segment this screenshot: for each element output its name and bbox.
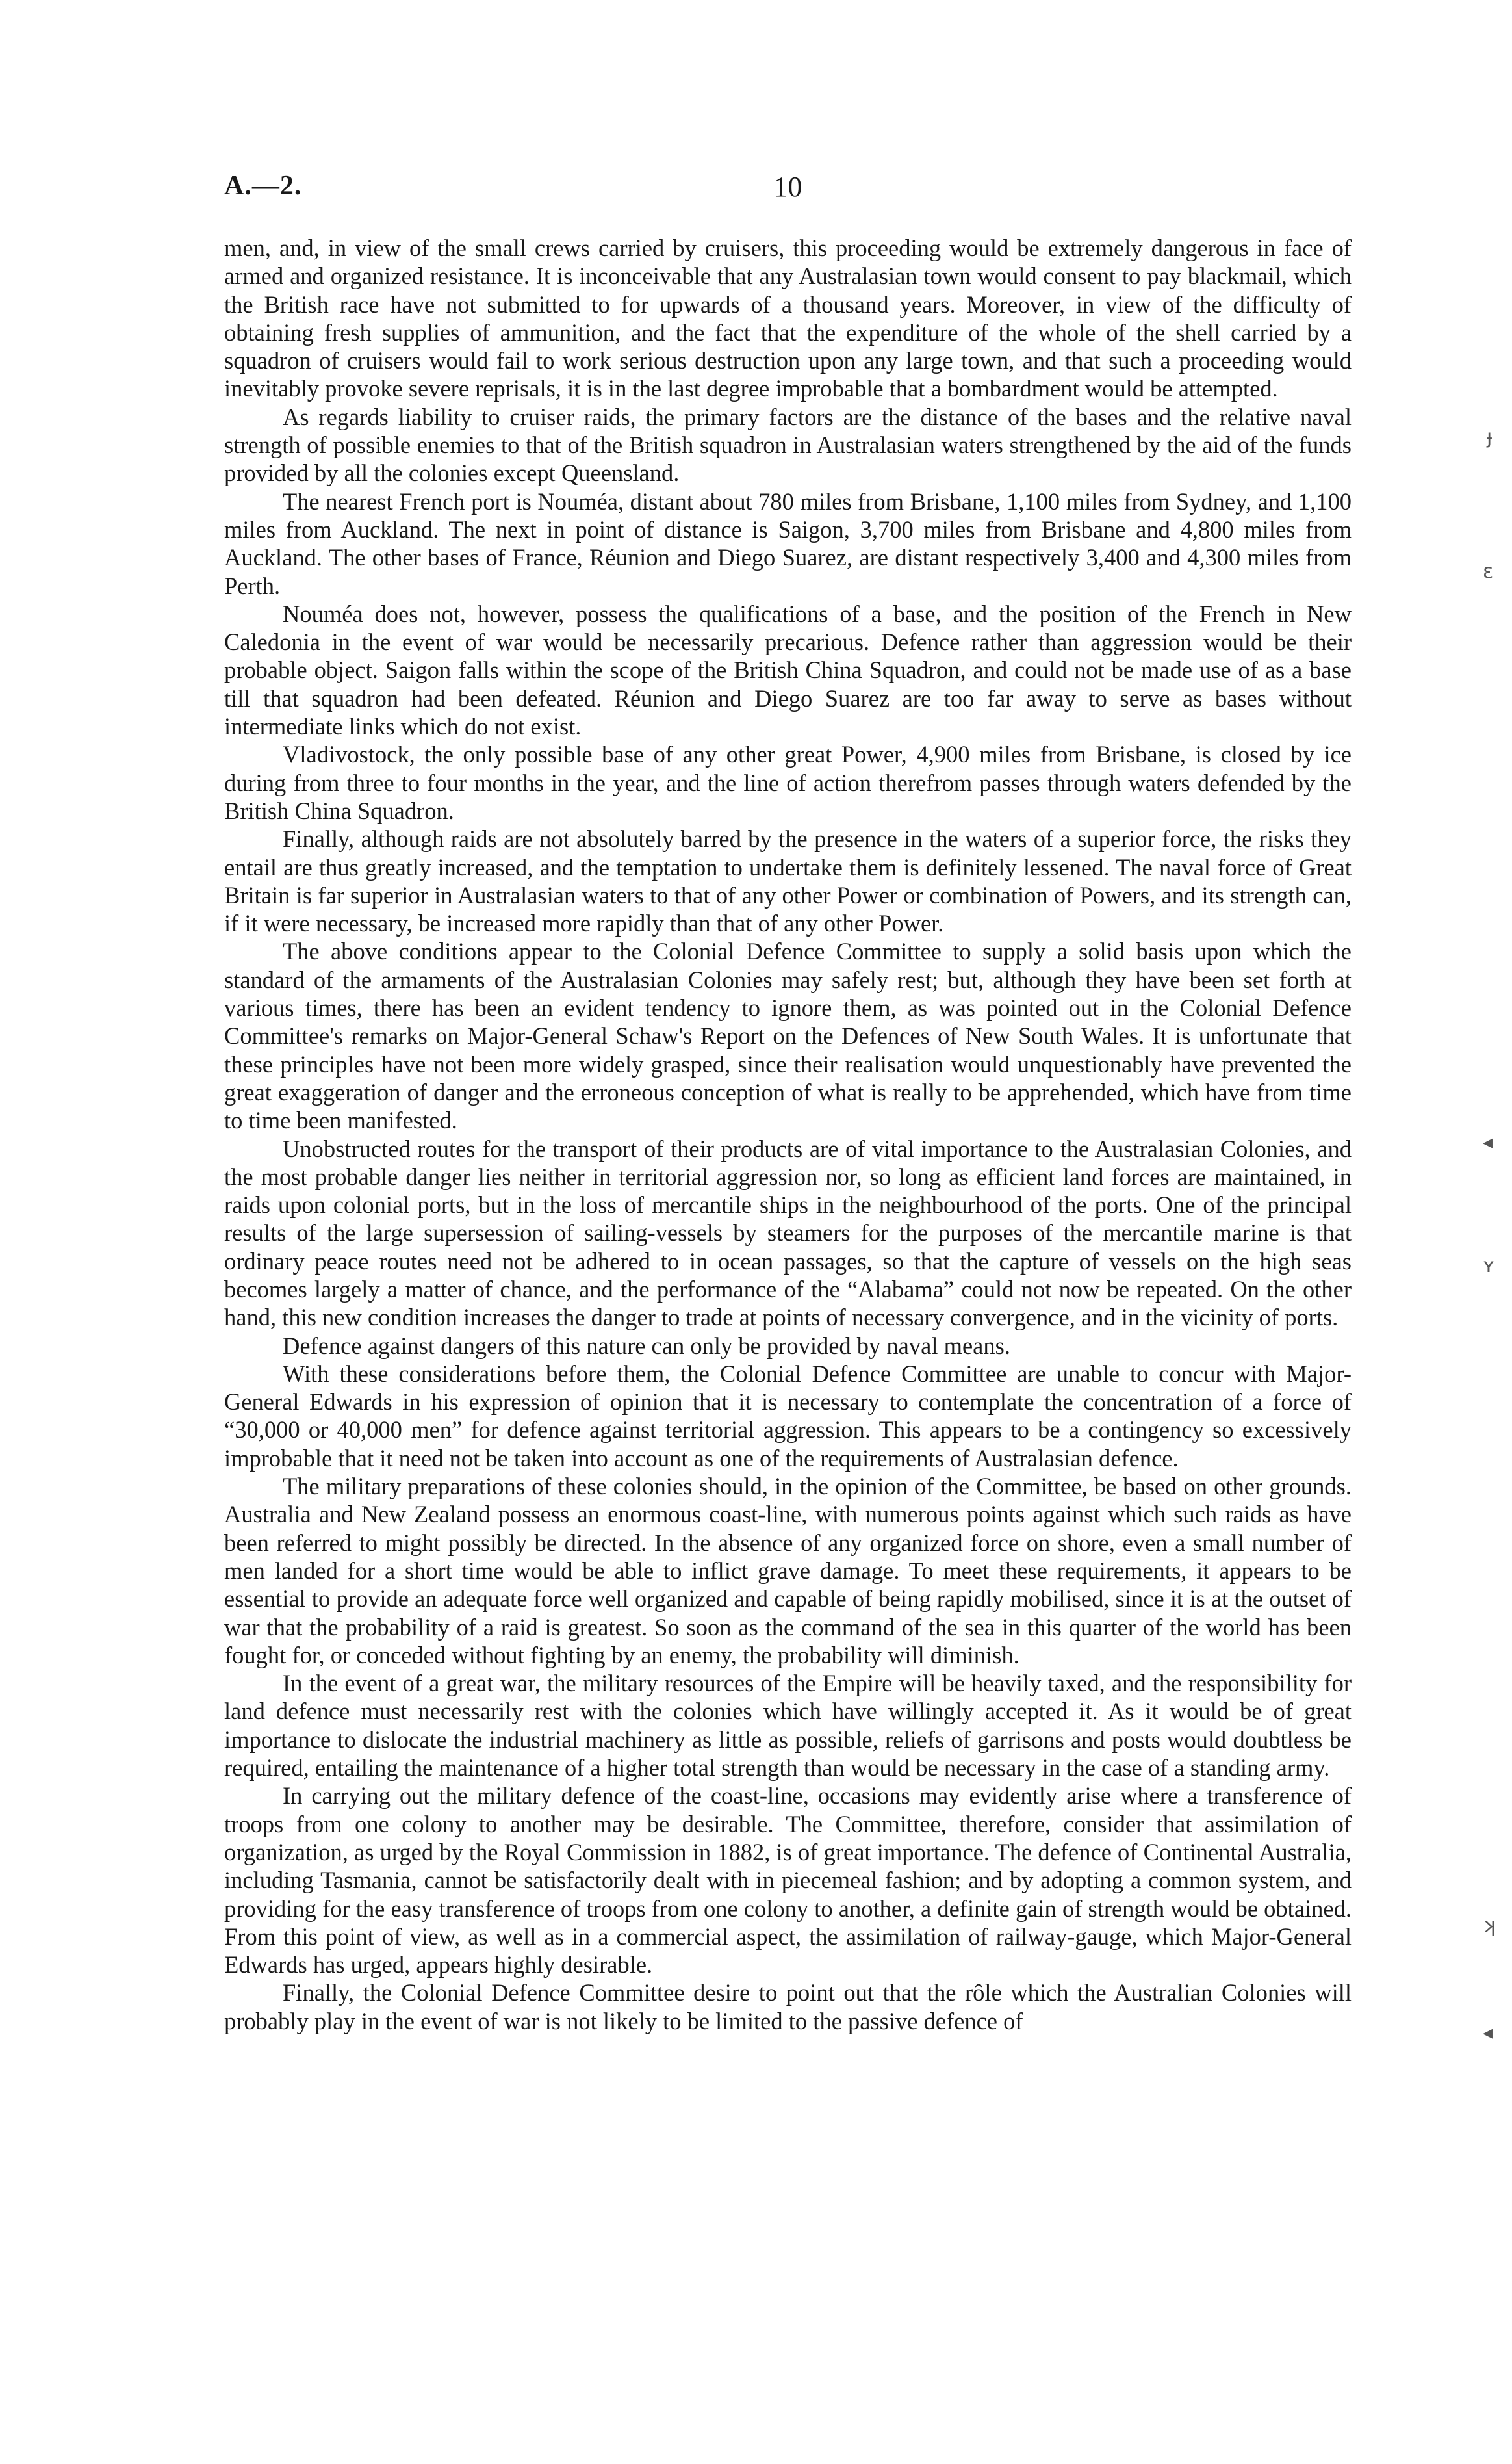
paragraph: Vladivostock, the only possible base of any other great Power, 4,900 miles from Brisbane, is closed by ice during from three to four months in the year, and the line of action therefrom passes through waters defended by the British China Squadron. bbox=[224, 741, 1352, 824]
margin-mark: ʏ bbox=[1483, 1254, 1495, 1277]
margin-mark: ◂ bbox=[1483, 2021, 1493, 2044]
paragraph: With these considerations before them, the Colonial Defence Committee are unable to concur with Major-General Edwards in his expression of opinion that it is necessary to contemplate the concentration of a force of “30,000 or 40,000 men” for defence against territorial aggression. This appears to be a contingency so excessively improbable that it need not be taken into account as one of the requirements of Australasian defence. bbox=[224, 1360, 1352, 1472]
page-header bbox=[224, 170, 1352, 216]
paragraph: The nearest French port is Nouméa, distant about 780 miles from Brisbane, 1,100 miles from Sydney, and 1,100 miles from Auckland. The next in point of distance is Saigon, 3,700 miles from Brisbane and 4,800 miles from Auckland. The other bases of France, Réunion and Diego Suarez, are distant respectively 3,400 and 4,300 miles from Perth. bbox=[224, 487, 1352, 599]
page-number: 10 bbox=[773, 171, 802, 203]
paragraph: Finally, although raids are not absolutely barred by the presence in the waters of a superior force, the risks they entail are thus greatly increased, and the temptation to undertake them is definitely lessened. The naval force of Great Britain is far superior in Australasian waters to that of any other Power or combination of Powers, and its strength can, if it were necessary, be increased more rapidly than that of any other Power. bbox=[224, 825, 1352, 937]
margin-mark: ◂ bbox=[1483, 1131, 1493, 1154]
paragraph: In the event of a great war, the military resources of the Empire will be heavily taxed, and the responsibility for land defence must necessarily rest with the colonies which have willingly accepted it. As it would be of great importance to dislocate the industrial machinery as little as possible, reliefs of garrisons and posts would doubtless be required, entailing the maintenance of a higher total strength than would be necessary in the case of a standing army. bbox=[224, 1670, 1352, 1782]
paragraph: Defence against dangers of this nature can only be provided by naval means. bbox=[283, 1332, 1010, 1359]
margin-mark: ʞ bbox=[1483, 1914, 1496, 1937]
paragraph: The military preparations of these colonies should, in the opinion of the Committee, be based on other grounds. Australia and New Zealand possess an enormous coast-line, with numerous points against which such raids as have been referred to might possibly be directed. In the absence of any organized force on shore, even a small number of men landed for a short time would be able to inflict grave damage. To meet these requirements, it appears to be essential to provide an adequate force well organized and capable of being rapidly mobilised, since it is at the outset of war that the probability of a raid is greatest. So soon as the command of the sea in this quarter of the world has been fought for, or conceded without fighting by an enemy, the probability will diminish. bbox=[224, 1473, 1352, 1668]
paragraph: men, and, in view of the small crews carried by cruisers, this proceeding would be extremely dangerous in face of armed and organized resistance. It is inconceivable that any Australasian town would consent to pay blackmail, which the British race have not submitted to for upwards of a thousand years. Moreover, in view of the difficulty of obtaining fresh supplies of ammunition, and the fact that the expenditure of the whole of the shell carried by a squadron of cruisers would fail to work serious destruction upon any large town, and that such a proceeding would inevitably provoke severe reprisals, it is in the last degree improbable that a bombardment would be attempted. bbox=[224, 235, 1352, 402]
paragraph: As regards liability to cruiser raids, the primary factors are the distance of the bases and the relative naval strength of possible enemies to that of the British squadron in Australasian waters strengthened by the aid of the funds provided by all the colonies except Queensland. bbox=[224, 403, 1352, 487]
body-text bbox=[224, 234, 1352, 2035]
paragraph: Finally, the Colonial Defence Committee desire to point out that the rôle which the Australian Colonies will probably play in the event of war is not likely to be limited to the passive defence of bbox=[224, 1979, 1352, 2034]
margin-mark: ɟ bbox=[1487, 426, 1493, 448]
paragraph: The above conditions appear to the Colonial Defence Committee to supply a solid basis upon which the standard of the armaments of the Australasian Colonies may safely rest; but, although they have been set forth at various times, there has been an evident tendency to ignore them, as was pointed out in the Colonial Defence Committee's remarks on Major-General Schaw's Report on the Defences of New South Wales. It is unfortunate that these principles have not been more widely grasped, since their realisation would unquestionably have prevented the great exaggeration of danger and the erroneous conception of what is really to be apprehended, which have from time to time been manifested. bbox=[224, 938, 1352, 1134]
paragraph: Nouméa does not, however, possess the qualifications of a base, and the position of the French in New Caledonia in the event of war would be necessarily precarious. Defence rather than aggression would be their probable object. Saigon falls within the scope of the British China Squadron, and could not be made use of as a base till that squadron had been defeated. Réunion and Diego Suarez are too far away to serve as bases without intermediate links which do not exist. bbox=[224, 600, 1352, 740]
document-reference: A.—2. bbox=[224, 171, 302, 201]
paragraph: In carrying out the military defence of the coast-line, occasions may evidently arise where a transference of troops from one colony to another may be desirable. The Committee, therefore, consider that assimilation of organization, as urged by the Royal Commission in 1882, is of great importance. The defence of Continental Australia, including Tasmania, cannot be satisfactorily dealt with in piecemeal fashion; and by adopting a common system, and providing for the easy transference of troops from one colony to another, a definite gain of strength would be obtained. From this point of view, as well as in a commercial aspect, the assimilation of railway-gauge, which Major-General Edwards has urged, appears highly desirable. bbox=[224, 1782, 1352, 1978]
paragraph: Unobstructed routes for the transport of their products are of vital importance to the Australasian Colonies, and the most probable danger lies neither in territorial aggression nor, so long as efficient land forces are maintained, in raids upon colonial ports, but in the loss of mercantile ships in the neighbourhood of the ports. One of the principal results of the large supersession of sailing-vessels by steamers for the purposes of the mercantile marine is that ordinary peace routes need not be adhered to in ocean passages, so that the capture of vessels on the high seas becomes largely a matter of chance, and the performance of the “Alabama” could not now be repeated. On the other hand, this new condition increases the danger to trade at points of necessary convergence, and in the vicinity of ports. bbox=[224, 1135, 1352, 1331]
margin-mark: ɛ bbox=[1483, 560, 1494, 583]
